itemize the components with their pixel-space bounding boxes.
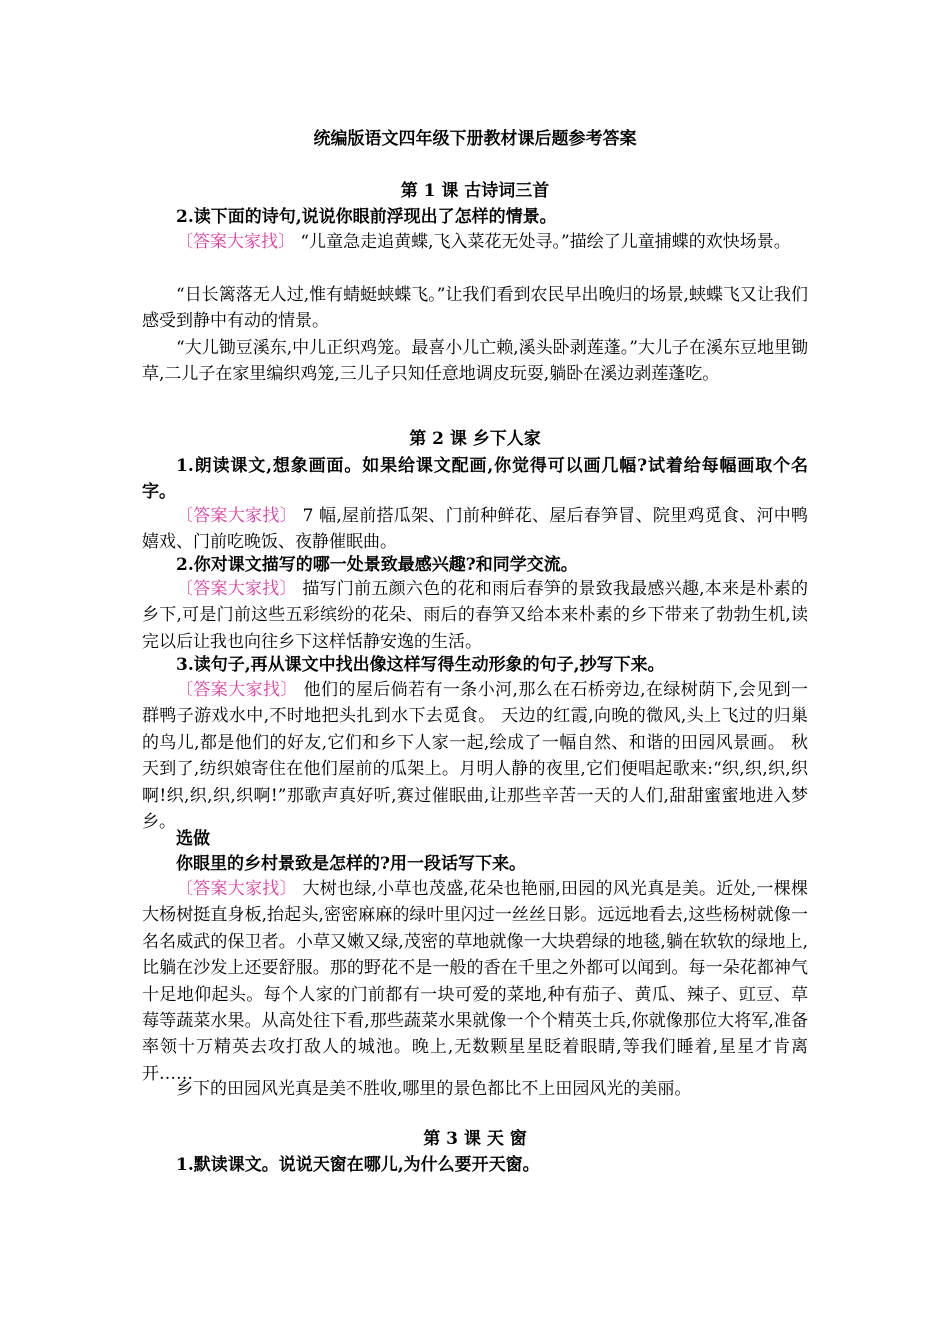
lesson-1-title: 第 1 课 古诗词三首 [400,181,550,201]
lesson-2-answer-1 [142,503,808,556]
answer-text: 描写门前五颜六色的花和雨后春笋的景致我最感兴趣,本来是朴素的乡下,可是门前这些五彩缤纷的花朵、雨后的春笋又给本来朴素的乡下带来了勃勃生机,读完以后让我也向往乡下这样恬静安逸的生活。 [142,579,809,652]
lesson-1-question-2: 2.读下面的诗句,说说你眼前浮现出了怎样的情景。 [176,207,557,227]
answer-tag: 〔答案大家找〕 [176,879,297,899]
document-title: 统编版语文四年级下册教材课后题参考答案 [313,129,637,149]
answer-tag: 〔答案大家找〕 [176,579,297,599]
lesson-1-answer-2-para-3: “大儿锄豆溪东,中儿正织鸡笼。最喜小儿亡赖,溪头卧剥莲蓬。”大儿子在溪东豆地里锄草,二儿子在家里编织鸡笼,三儿子只知任意地调皮玩耍,躺卧在溪边剥莲蓬吃。 [142,338,808,385]
answer-text: 他们的屋后倘若有一条小河,那么在石桥旁边,在绿树荫下,会见到一群鸭子游戏水中,不时地把头扎到水下去觅食。 天边的红霞,向晚的微风,头上飞过的归巢的鸟儿,都是他们的好友,它们和乡下人家一起,绘成了一幅自然、和谐的田园风景画。 秋天到了,纺织娘寄住在他们屋前的瓜架上。月明人静的夜里,它们便唱起歌来:“织,织,织,织啊!织,织,织,织啊!”那歌声真好听,赛过催眠曲,让那些辛苦一天的人们,甜甜蜜蜜地进入梦乡。 [142,680,809,833]
optional-label: 选做 [176,829,210,849]
lesson-2-question-2: 2.你对课文描写的哪一处景致最感兴趣?和同学交流。 [176,555,578,575]
lesson-2-question-3: 3.读句子,再从课文中找出像这样写得生动形象的句子,抄写下来。 [176,655,665,675]
lesson-2-answer-3 [142,677,808,835]
answer-text: “儿童急走追黄蝶,飞入菜花无处寻。”描绘了儿童捕蝶的欢快场景。 [295,232,791,252]
lesson-2-answer-2 [142,576,808,655]
answer-text: 7 幅,屋前搭瓜架、门前种鲜花、屋后春笋冒、院里鸡觅食、河中鸭嬉戏、门前吃晚饭、夜静催眠曲。 [142,506,808,553]
optional-answer-para-2: 乡下的田园风光真是美不胜收,哪里的景色都比不上田园风光的美丽。 [176,1079,692,1099]
lesson-3-question-1: 1.默读课文。说说天窗在哪儿,为什么要开天窗。 [176,1155,540,1175]
lesson-2-title: 第 2 课 乡下人家 [409,429,541,449]
lesson-2-question-1: 1.朗读课文,想象画面。如果给课文配画,你觉得可以画几幅?试着给每幅画取个名字。 [142,456,808,503]
optional-answer-para-1 [142,876,808,1087]
answer-tag: 〔答案大家找〕 [176,680,298,700]
lesson-1-answer-2-para-1 [142,229,808,255]
answer-tag: 〔答案大家找〕 [176,232,295,252]
answer-tag: 〔答案大家找〕 [176,506,297,526]
lesson-3-title: 第 3 课 天 窗 [423,1129,527,1149]
answer-text: 大树也绿,小草也茂盛,花朵也艳丽,田园的风光真是美。近处,一棵棵大杨树挺直身板,抬起头,密密麻麻的绿叶里闪过一丝丝日影。远远地看去,这些杨树就像一名名威武的保卫者。小草又嫩又绿,茂密的草地就像一大块碧绿的地毯,躺在软软的绿地上,比躺在沙发上还要舒服。那的野花不是一般的香在千里之外都可以闻到。每一朵花都神气十足地仰起头。每个人家的门前都有一块可爱的菜地,种有茄子、黄瓜、辣子、豇豆、草莓等蔬菜水果。从高处往下看,那些蔬菜水果就像一个个精英士兵,你就像那位大将军,准备率领十万精英去攻打敌人的城池。晚上,无数颗星星眨着眼睛,等我们睡着,星星才肯离开…… [142,879,808,1084]
optional-question: 你眼里的乡村景致是怎样的?用一段话写下来。 [176,854,526,874]
lesson-1-answer-2-para-2: “日长篱落无人过,惟有蜻蜓蛱蝶飞。”让我们看到农民早出晚归的场景,蛱蝶飞又让我们感受到静中有动的情景。 [142,285,808,332]
